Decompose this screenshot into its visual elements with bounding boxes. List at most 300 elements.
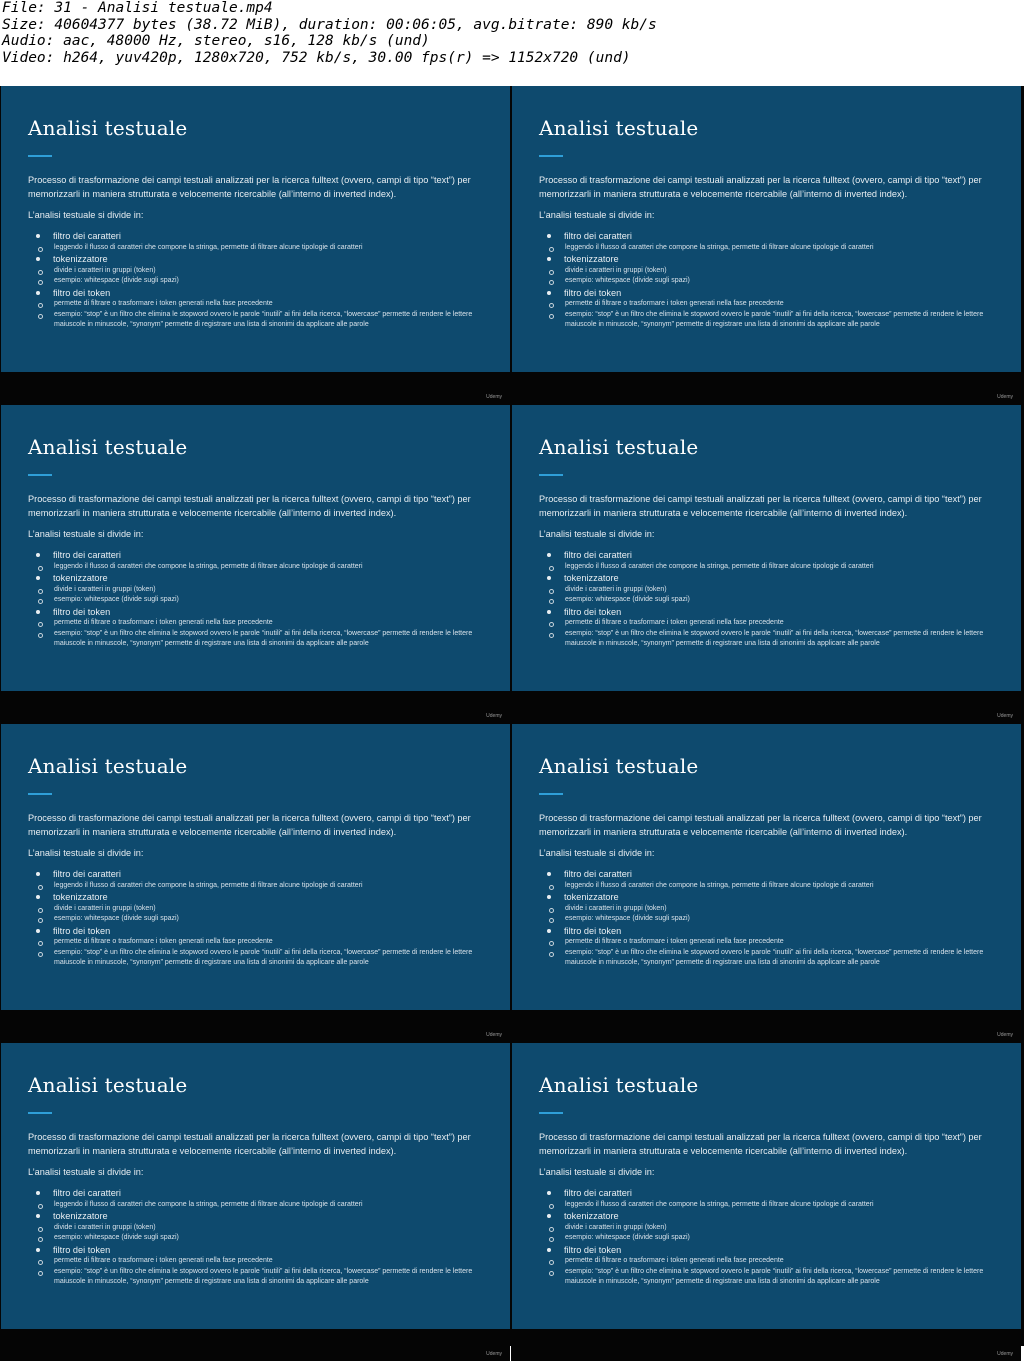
sub-bullet-item <box>28 1256 498 1267</box>
sub-bullet-item <box>539 1267 1009 1288</box>
sub-bullet-list <box>28 562 498 573</box>
sub-bullet-list <box>539 881 1009 892</box>
sub-bullet-item <box>539 243 1009 254</box>
bullet-group <box>28 892 498 925</box>
sub-bullet-item <box>28 585 498 596</box>
sub-bullet-ring-icon <box>549 1237 554 1242</box>
sub-bullet-item <box>539 1223 1009 1234</box>
video-thumbnail <box>0 405 510 723</box>
slide-intro-text: Processo di trasformazione dei campi testuali analizzati per la ricerca fulltext (ovvero, campi di tipo “text”) per memorizzarli in maniera strutturata e velocemente ricercabile (all’interno di inverted index). <box>539 1132 982 1156</box>
sub-bullet-item <box>539 276 1009 287</box>
sub-bullet-item <box>539 904 1009 915</box>
bullet-dot-icon <box>36 610 40 614</box>
bullet-dot-icon <box>547 234 551 238</box>
bullet-item <box>28 869 498 881</box>
bullet-label: filtro dei token <box>53 606 111 617</box>
sub-bullet-ring-icon <box>549 952 554 957</box>
sub-bullet-item <box>28 914 498 925</box>
sub-bullet-ring-icon <box>38 599 43 604</box>
bullet-group <box>539 288 1009 331</box>
sub-bullet-ring-icon <box>549 589 554 594</box>
bullet-dot-icon <box>36 872 40 876</box>
sub-bullet-list <box>28 881 498 892</box>
sub-bullet-text: esempio: “stop” è un filtro che elimina le stopword ovvero le parole “inutili” ai fini della ricerca, “lowercase” permette di rendere le lettere maiuscole in minuscole, “synonym” permette di registrare una lista di sinonimi da applicare alle parole <box>54 629 473 647</box>
sub-bullet-text: esempio: whitespace (divide sugli spazi) <box>54 1234 179 1241</box>
sub-bullet-text: permette di filtrare o trasformare i token generati nella fase precedente <box>54 1257 273 1264</box>
slide-title: Analisi testuale <box>28 116 188 140</box>
bullet-dot-icon <box>547 1214 551 1218</box>
slide-intro-text: Processo di trasformazione dei campi testuali analizzati per la ricerca fulltext (ovvero, campi di tipo “text”) per memorizzarli in maniera strutturata e velocemente ricercabile (all’interno di inverted index). <box>539 813 982 837</box>
sub-bullet-text: permette di filtrare o trasformare i token generati nella fase precedente <box>565 938 784 945</box>
slide-intro-text: Processo di trasformazione dei campi testuali analizzati per la ricerca fulltext (ovvero, campi di tipo “text”) per memorizzarli in maniera strutturata e velocemente ricercabile (all’interno di inverted index). <box>28 494 471 518</box>
sub-bullet-list <box>28 1256 498 1288</box>
file-info-header <box>0 0 1024 86</box>
video-thumbnail <box>511 1043 1021 1361</box>
sub-bullet-text: esempio: whitespace (divide sugli spazi) <box>54 915 179 922</box>
slide-intro-text: Processo di trasformazione dei campi testuali analizzati per la ricerca fulltext (ovvero, campi di tipo “text”) per memorizzarli in maniera strutturata e velocemente ricercabile (all’interno di inverted index). <box>28 1132 471 1156</box>
sub-bullet-item <box>28 881 498 892</box>
bullet-item <box>28 1188 498 1200</box>
bullet-item <box>28 573 498 585</box>
sub-bullet-ring-icon <box>38 1260 43 1265</box>
slide-intro-text: Processo di trasformazione dei campi testuali analizzati per la ricerca fulltext (ovvero, campi di tipo “text”) per memorizzarli in maniera strutturata e velocemente ricercabile (all’interno di inverted index). <box>539 494 982 518</box>
sub-bullet-ring-icon <box>38 589 43 594</box>
sub-bullet-text: permette di filtrare o trasformare i token generati nella fase precedente <box>565 1257 784 1264</box>
sub-bullet-ring-icon <box>549 247 554 252</box>
sub-bullet-item <box>539 1200 1009 1211</box>
bullet-group <box>539 573 1009 606</box>
bullet-label: tokenizzatore <box>564 892 619 902</box>
sub-bullet-ring-icon <box>549 314 554 319</box>
bullet-dot-icon <box>36 234 40 238</box>
sub-bullet-ring-icon <box>549 303 554 308</box>
sub-bullet-item <box>28 937 498 948</box>
udemy-watermark: Udemy <box>486 1032 502 1038</box>
sub-bullet-ring-icon <box>38 1271 43 1276</box>
sub-bullet-ring-icon <box>549 1260 554 1265</box>
bullet-list <box>28 1188 498 1289</box>
bullet-group <box>28 607 498 650</box>
sub-bullet-text: esempio: whitespace (divide sugli spazi) <box>565 1234 690 1241</box>
sub-bullet-text: divide i caratteri in gruppi (token) <box>54 585 156 593</box>
bullet-item <box>539 607 1009 619</box>
sub-bullet-text: permette di filtrare o trasformare i token generati nella fase precedente <box>565 300 784 307</box>
sub-bullet-item <box>28 1267 498 1288</box>
sub-bullet-list <box>539 904 1009 925</box>
sub-bullet-list <box>539 1256 1009 1288</box>
sub-bullet-text: leggendo il flusso di caratteri che compone la stringa, permette di filtrare alcune tipologie di caratteri <box>54 881 363 889</box>
bullet-dot-icon <box>36 257 40 261</box>
bullet-dot-icon <box>547 576 551 580</box>
sub-bullet-ring-icon <box>549 1227 554 1232</box>
bullet-label: filtro dei token <box>564 925 622 936</box>
slide-intro-text: Processo di trasformazione dei campi testuali analizzati per la ricerca fulltext (ovvero, campi di tipo “text”) per memorizzarli in maniera strutturata e velocemente ricercabile (all’interno di inverted index). <box>539 175 982 199</box>
sub-bullet-text: esempio: whitespace (divide sugli spazi) <box>54 596 179 603</box>
sub-bullet-item <box>539 1233 1009 1244</box>
bullet-list <box>28 550 498 651</box>
sub-bullet-text: esempio: “stop” è un filtro che elimina le stopword ovvero le parole “inutili” ai fini della ricerca, “lowercase” permette di rendere le lettere maiuscole in minuscole, “synonym” permette di registrare una lista di sinonimi da applicare alle parole <box>54 1267 473 1285</box>
slide-title: Analisi testuale <box>539 116 699 140</box>
slide-split-text: L’analisi testuale si divide in: <box>28 210 144 220</box>
sub-bullet-item <box>28 243 498 254</box>
bullet-dot-icon <box>36 1248 40 1252</box>
slide-title: Analisi testuale <box>28 754 188 778</box>
sub-bullet-item <box>539 914 1009 925</box>
sub-bullet-item <box>28 904 498 915</box>
sub-bullet-ring-icon <box>38 566 43 571</box>
slide-split-text: L’analisi testuale si divide in: <box>539 210 655 220</box>
sub-bullet-ring-icon <box>549 885 554 890</box>
bullet-item <box>539 1188 1009 1200</box>
bullet-label: filtro dei token <box>53 287 111 298</box>
bullet-list <box>539 869 1009 970</box>
bullet-group <box>539 892 1009 925</box>
bullet-dot-icon <box>547 610 551 614</box>
sub-bullet-list <box>28 937 498 969</box>
sub-bullet-item <box>28 266 498 277</box>
sub-bullet-item <box>539 881 1009 892</box>
bullet-group <box>28 573 498 606</box>
sub-bullet-list <box>28 299 498 331</box>
slide-intro-text: Processo di trasformazione dei campi testuali analizzati per la ricerca fulltext (ovvero, campi di tipo “text”) per memorizzarli in maniera strutturata e velocemente ricercabile (all’interno di inverted index). <box>28 813 471 837</box>
sub-bullet-item <box>28 1200 498 1211</box>
video-thumbnail <box>511 724 1021 1042</box>
bullet-item <box>539 1245 1009 1257</box>
sub-bullet-list <box>28 904 498 925</box>
sub-bullet-item <box>539 618 1009 629</box>
bullet-label: tokenizzatore <box>564 573 619 583</box>
bullet-dot-icon <box>547 1248 551 1252</box>
sub-bullet-text: permette di filtrare o trasformare i token generati nella fase precedente <box>54 938 273 945</box>
slide-title: Analisi testuale <box>539 754 699 778</box>
sub-bullet-ring-icon <box>38 885 43 890</box>
bullet-item <box>539 550 1009 562</box>
bullet-dot-icon <box>547 553 551 557</box>
sub-bullet-ring-icon <box>38 303 43 308</box>
bullet-item <box>539 926 1009 938</box>
bullet-label: tokenizzatore <box>564 254 619 264</box>
bullet-group <box>539 1245 1009 1288</box>
sub-bullet-text: divide i caratteri in gruppi (token) <box>565 904 667 912</box>
sub-bullet-item <box>539 585 1009 596</box>
bullet-list <box>28 869 498 970</box>
bullet-label: filtro dei caratteri <box>53 550 121 560</box>
slide-title: Analisi testuale <box>28 1073 188 1097</box>
video-thumbnail <box>511 405 1021 723</box>
bullet-group <box>28 231 498 253</box>
bullet-group <box>539 869 1009 891</box>
sub-bullet-ring-icon <box>38 622 43 627</box>
sub-bullet-text: esempio: “stop” è un filtro che elimina le stopword ovvero le parole “inutili” ai fini della ricerca, “lowercase” permette di rendere le lettere maiuscole in minuscole, “synonym” permette di registrare una lista di sinonimi da applicare alle parole <box>54 310 473 328</box>
bullet-item <box>28 231 498 243</box>
slide-title: Analisi testuale <box>539 435 699 459</box>
bullet-label: filtro dei caratteri <box>564 1188 632 1198</box>
sub-bullet-item <box>539 629 1009 650</box>
sub-bullet-ring-icon <box>38 280 43 285</box>
slide-intro-text: Processo di trasformazione dei campi testuali analizzati per la ricerca fulltext (ovvero, campi di tipo “text”) per memorizzarli in maniera strutturata e velocemente ricercabile (all’interno di inverted index). <box>28 175 471 199</box>
sub-bullet-list <box>28 618 498 650</box>
sub-bullet-item <box>28 310 498 331</box>
bullet-group <box>28 869 498 891</box>
sub-bullet-list <box>539 1223 1009 1244</box>
bullet-group <box>28 926 498 969</box>
bullet-group <box>28 550 498 572</box>
slide-split-text: L’analisi testuale si divide in: <box>28 529 144 539</box>
sub-bullet-item <box>28 1223 498 1234</box>
bullet-dot-icon <box>36 553 40 557</box>
sub-bullet-text: leggendo il flusso di caratteri che compone la stringa, permette di filtrare alcune tipologie di caratteri <box>565 562 874 570</box>
slide-frame <box>1 86 510 372</box>
bullet-item <box>28 1245 498 1257</box>
bullet-item <box>539 231 1009 243</box>
title-underline <box>28 155 52 157</box>
bullet-group <box>28 1245 498 1288</box>
title-underline <box>539 793 563 795</box>
sub-bullet-item <box>539 266 1009 277</box>
sub-bullet-item <box>28 1233 498 1244</box>
bullet-group <box>539 550 1009 572</box>
slide-frame <box>512 1043 1021 1329</box>
sub-bullet-ring-icon <box>38 247 43 252</box>
sub-bullet-text: esempio: “stop” è un filtro che elimina le stopword ovvero le parole “inutili” ai fini della ricerca, “lowercase” permette di rendere le lettere maiuscole in minuscole, “synonym” permette di registrare una lista di sinonimi da applicare alle parole <box>565 948 984 966</box>
bullet-group <box>539 607 1009 650</box>
bullet-dot-icon <box>36 895 40 899</box>
slide-frame <box>512 86 1021 372</box>
bullet-label: filtro dei caratteri <box>53 231 121 241</box>
sub-bullet-ring-icon <box>549 622 554 627</box>
udemy-watermark: Udemy <box>486 1351 502 1357</box>
udemy-watermark: Udemy <box>486 713 502 719</box>
video-thumbnail <box>0 724 510 1042</box>
bullet-item <box>28 607 498 619</box>
bullet-dot-icon <box>547 1191 551 1195</box>
bullet-item <box>539 573 1009 585</box>
slide-split-text: L’analisi testuale si divide in: <box>539 529 655 539</box>
bullet-item <box>28 892 498 904</box>
video-thumbnail <box>511 86 1021 404</box>
title-underline <box>539 474 563 476</box>
file-info-video: Video: h264, yuv420p, 1280x720, 752 kb/s, 30.00 fps(r) => 1152x720 (und) <box>2 49 631 66</box>
sub-bullet-text: leggendo il flusso di caratteri che compone la stringa, permette di filtrare alcune tipologie di caratteri <box>565 243 874 251</box>
bullet-item <box>28 1211 498 1223</box>
sub-bullet-ring-icon <box>38 1204 43 1209</box>
udemy-watermark: Udemy <box>486 394 502 400</box>
sub-bullet-item <box>539 299 1009 310</box>
video-thumbnail <box>0 1043 510 1361</box>
bullet-dot-icon <box>547 291 551 295</box>
slide-split-text: L’analisi testuale si divide in: <box>28 848 144 858</box>
bullet-label: filtro dei caratteri <box>53 1188 121 1198</box>
title-underline <box>539 1112 563 1114</box>
sub-bullet-list <box>539 266 1009 287</box>
sub-bullet-item <box>539 595 1009 606</box>
sub-bullet-ring-icon <box>38 633 43 638</box>
file-info-audio: Audio: aac, 48000 Hz, stereo, s16, 128 kb/s (und) <box>2 33 430 49</box>
sub-bullet-ring-icon <box>549 941 554 946</box>
sub-bullet-text: esempio: “stop” è un filtro che elimina le stopword ovvero le parole “inutili” ai fini della ricerca, “lowercase” permette di rendere le lettere maiuscole in minuscole, “synonym” permette di registrare una lista di sinonimi da applicare alle parole <box>54 948 473 966</box>
sub-bullet-ring-icon <box>549 280 554 285</box>
sub-bullet-ring-icon <box>38 1227 43 1232</box>
sub-bullet-text: divide i caratteri in gruppi (token) <box>565 1223 667 1231</box>
sub-bullet-text: esempio: “stop” è un filtro che elimina le stopword ovvero le parole “inutili” ai fini della ricerca, “lowercase” permette di rendere le lettere maiuscole in minuscole, “synonym” permette di registrare una lista di sinonimi da applicare alle parole <box>565 1267 984 1285</box>
sub-bullet-text: permette di filtrare o trasformare i token generati nella fase precedente <box>54 300 273 307</box>
slide-title: Analisi testuale <box>539 1073 699 1097</box>
sub-bullet-text: leggendo il flusso di caratteri che compone la stringa, permette di filtrare alcune tipologie di caratteri <box>565 1200 874 1208</box>
udemy-watermark: Udemy <box>997 1351 1013 1357</box>
bullet-label: filtro dei token <box>564 606 622 617</box>
bullet-dot-icon <box>36 1214 40 1218</box>
bullet-group <box>539 926 1009 969</box>
sub-bullet-item <box>539 1256 1009 1267</box>
bullet-label: filtro dei token <box>53 1244 111 1255</box>
sub-bullet-text: esempio: whitespace (divide sugli spazi) <box>54 277 179 284</box>
slide-title: Analisi testuale <box>28 435 188 459</box>
slide-frame <box>512 405 1021 691</box>
sub-bullet-ring-icon <box>38 941 43 946</box>
bullet-item <box>539 869 1009 881</box>
sub-bullet-text: esempio: “stop” è un filtro che elimina le stopword ovvero le parole “inutili” ai fini della ricerca, “lowercase” permette di rendere le lettere maiuscole in minuscole, “synonym” permette di registrare una lista di sinonimi da applicare alle parole <box>565 629 984 647</box>
bullet-dot-icon <box>36 291 40 295</box>
sub-bullet-text: esempio: “stop” è un filtro che elimina le stopword ovvero le parole “inutili” ai fini della ricerca, “lowercase” permette di rendere le lettere maiuscole in minuscole, “synonym” permette di registrare una lista di sinonimi da applicare alle parole <box>565 310 984 328</box>
slide-split-text: L’analisi testuale si divide in: <box>539 848 655 858</box>
sub-bullet-item <box>28 562 498 573</box>
sub-bullet-ring-icon <box>38 908 43 913</box>
bullet-group <box>28 1188 498 1210</box>
sub-bullet-item <box>28 629 498 650</box>
slide-frame <box>1 405 510 691</box>
slide-frame <box>1 1043 510 1329</box>
sub-bullet-ring-icon <box>549 1271 554 1276</box>
bullet-label: filtro dei caratteri <box>564 869 632 879</box>
sub-bullet-ring-icon <box>549 918 554 923</box>
title-underline <box>28 1112 52 1114</box>
bullet-label: filtro dei token <box>564 287 622 298</box>
bullet-dot-icon <box>547 895 551 899</box>
sub-bullet-list <box>539 562 1009 573</box>
sub-bullet-list <box>28 1223 498 1244</box>
bullet-dot-icon <box>547 872 551 876</box>
bullet-item <box>28 288 498 300</box>
sub-bullet-ring-icon <box>549 908 554 913</box>
bullet-label: tokenizzatore <box>53 1211 108 1221</box>
slide-split-text: L’analisi testuale si divide in: <box>539 1167 655 1177</box>
bullet-item <box>539 1211 1009 1223</box>
video-thumbnail <box>0 86 510 404</box>
bullet-item <box>539 892 1009 904</box>
thumbnail-grid <box>0 86 1024 1357</box>
file-info-size: Size: 40604377 bytes (38.72 MiB), duration: 00:06:05, avg.bitrate: 890 kb/s <box>2 16 657 33</box>
udemy-watermark: Udemy <box>997 394 1013 400</box>
sub-bullet-item <box>28 948 498 969</box>
sub-bullet-item <box>539 310 1009 331</box>
sub-bullet-item <box>539 562 1009 573</box>
bullet-list <box>539 1188 1009 1289</box>
sub-bullet-ring-icon <box>38 918 43 923</box>
sub-bullet-list <box>28 266 498 287</box>
bullet-label: filtro dei token <box>564 1244 622 1255</box>
sub-bullet-text: leggendo il flusso di caratteri che compone la stringa, permette di filtrare alcune tipologie di caratteri <box>54 243 363 251</box>
bullet-label: tokenizzatore <box>564 1211 619 1221</box>
sub-bullet-ring-icon <box>38 952 43 957</box>
bullet-group <box>539 1211 1009 1244</box>
bullet-item <box>539 288 1009 300</box>
sub-bullet-list <box>539 937 1009 969</box>
bullet-group <box>539 1188 1009 1210</box>
title-underline <box>28 474 52 476</box>
sub-bullet-text: divide i caratteri in gruppi (token) <box>565 585 667 593</box>
sub-bullet-text: leggendo il flusso di caratteri che compone la stringa, permette di filtrare alcune tipologie di caratteri <box>54 1200 363 1208</box>
sub-bullet-list <box>539 243 1009 254</box>
title-underline <box>28 793 52 795</box>
sub-bullet-text: divide i caratteri in gruppi (token) <box>54 1223 156 1231</box>
sub-bullet-text: esempio: whitespace (divide sugli spazi) <box>565 277 690 284</box>
bullet-group <box>28 1211 498 1244</box>
sub-bullet-ring-icon <box>549 566 554 571</box>
sub-bullet-ring-icon <box>38 314 43 319</box>
bullet-item <box>539 254 1009 266</box>
bullet-dot-icon <box>547 929 551 933</box>
bullet-dot-icon <box>547 257 551 261</box>
bullet-dot-icon <box>36 929 40 933</box>
file-info-name: File: 31 - Analisi testuale.mp4 <box>2 0 273 16</box>
bullet-dot-icon <box>36 1191 40 1195</box>
slide-frame <box>512 724 1021 1010</box>
sub-bullet-text: leggendo il flusso di caratteri che compone la stringa, permette di filtrare alcune tipologie di caratteri <box>565 881 874 889</box>
bullet-group <box>539 231 1009 253</box>
bullet-label: filtro dei caratteri <box>564 550 632 560</box>
sub-bullet-text: leggendo il flusso di caratteri che compone la stringa, permette di filtrare alcune tipologie di caratteri <box>54 562 363 570</box>
udemy-watermark: Udemy <box>997 713 1013 719</box>
bullet-group <box>28 254 498 287</box>
title-underline <box>539 155 563 157</box>
slide-split-text: L’analisi testuale si divide in: <box>28 1167 144 1177</box>
bullet-list <box>539 550 1009 651</box>
sub-bullet-item <box>539 937 1009 948</box>
slide-frame <box>1 724 510 1010</box>
sub-bullet-ring-icon <box>38 270 43 275</box>
sub-bullet-item <box>28 595 498 606</box>
sub-bullet-text: permette di filtrare o trasformare i token generati nella fase precedente <box>565 619 784 626</box>
bullet-dot-icon <box>36 576 40 580</box>
bullet-label: tokenizzatore <box>53 573 108 583</box>
udemy-watermark: Udemy <box>997 1032 1013 1038</box>
sub-bullet-item <box>539 948 1009 969</box>
sub-bullet-item <box>28 299 498 310</box>
sub-bullet-ring-icon <box>549 1204 554 1209</box>
bullet-label: tokenizzatore <box>53 892 108 902</box>
sub-bullet-text: esempio: whitespace (divide sugli spazi) <box>565 596 690 603</box>
sub-bullet-list <box>539 618 1009 650</box>
sub-bullet-ring-icon <box>549 633 554 638</box>
sub-bullet-text: permette di filtrare o trasformare i token generati nella fase precedente <box>54 619 273 626</box>
sub-bullet-ring-icon <box>549 599 554 604</box>
bullet-list <box>539 231 1009 332</box>
bullet-label: filtro dei caratteri <box>564 231 632 241</box>
bullet-group <box>28 288 498 331</box>
bullet-group <box>539 254 1009 287</box>
sub-bullet-list <box>539 1200 1009 1211</box>
sub-bullet-item <box>28 276 498 287</box>
sub-bullet-text: divide i caratteri in gruppi (token) <box>565 266 667 274</box>
sub-bullet-list <box>539 299 1009 331</box>
bullet-label: filtro dei token <box>53 925 111 936</box>
sub-bullet-ring-icon <box>38 1237 43 1242</box>
bullet-list <box>28 231 498 332</box>
sub-bullet-list <box>28 1200 498 1211</box>
sub-bullet-list <box>28 243 498 254</box>
sub-bullet-list <box>539 585 1009 606</box>
sub-bullet-list <box>28 585 498 606</box>
